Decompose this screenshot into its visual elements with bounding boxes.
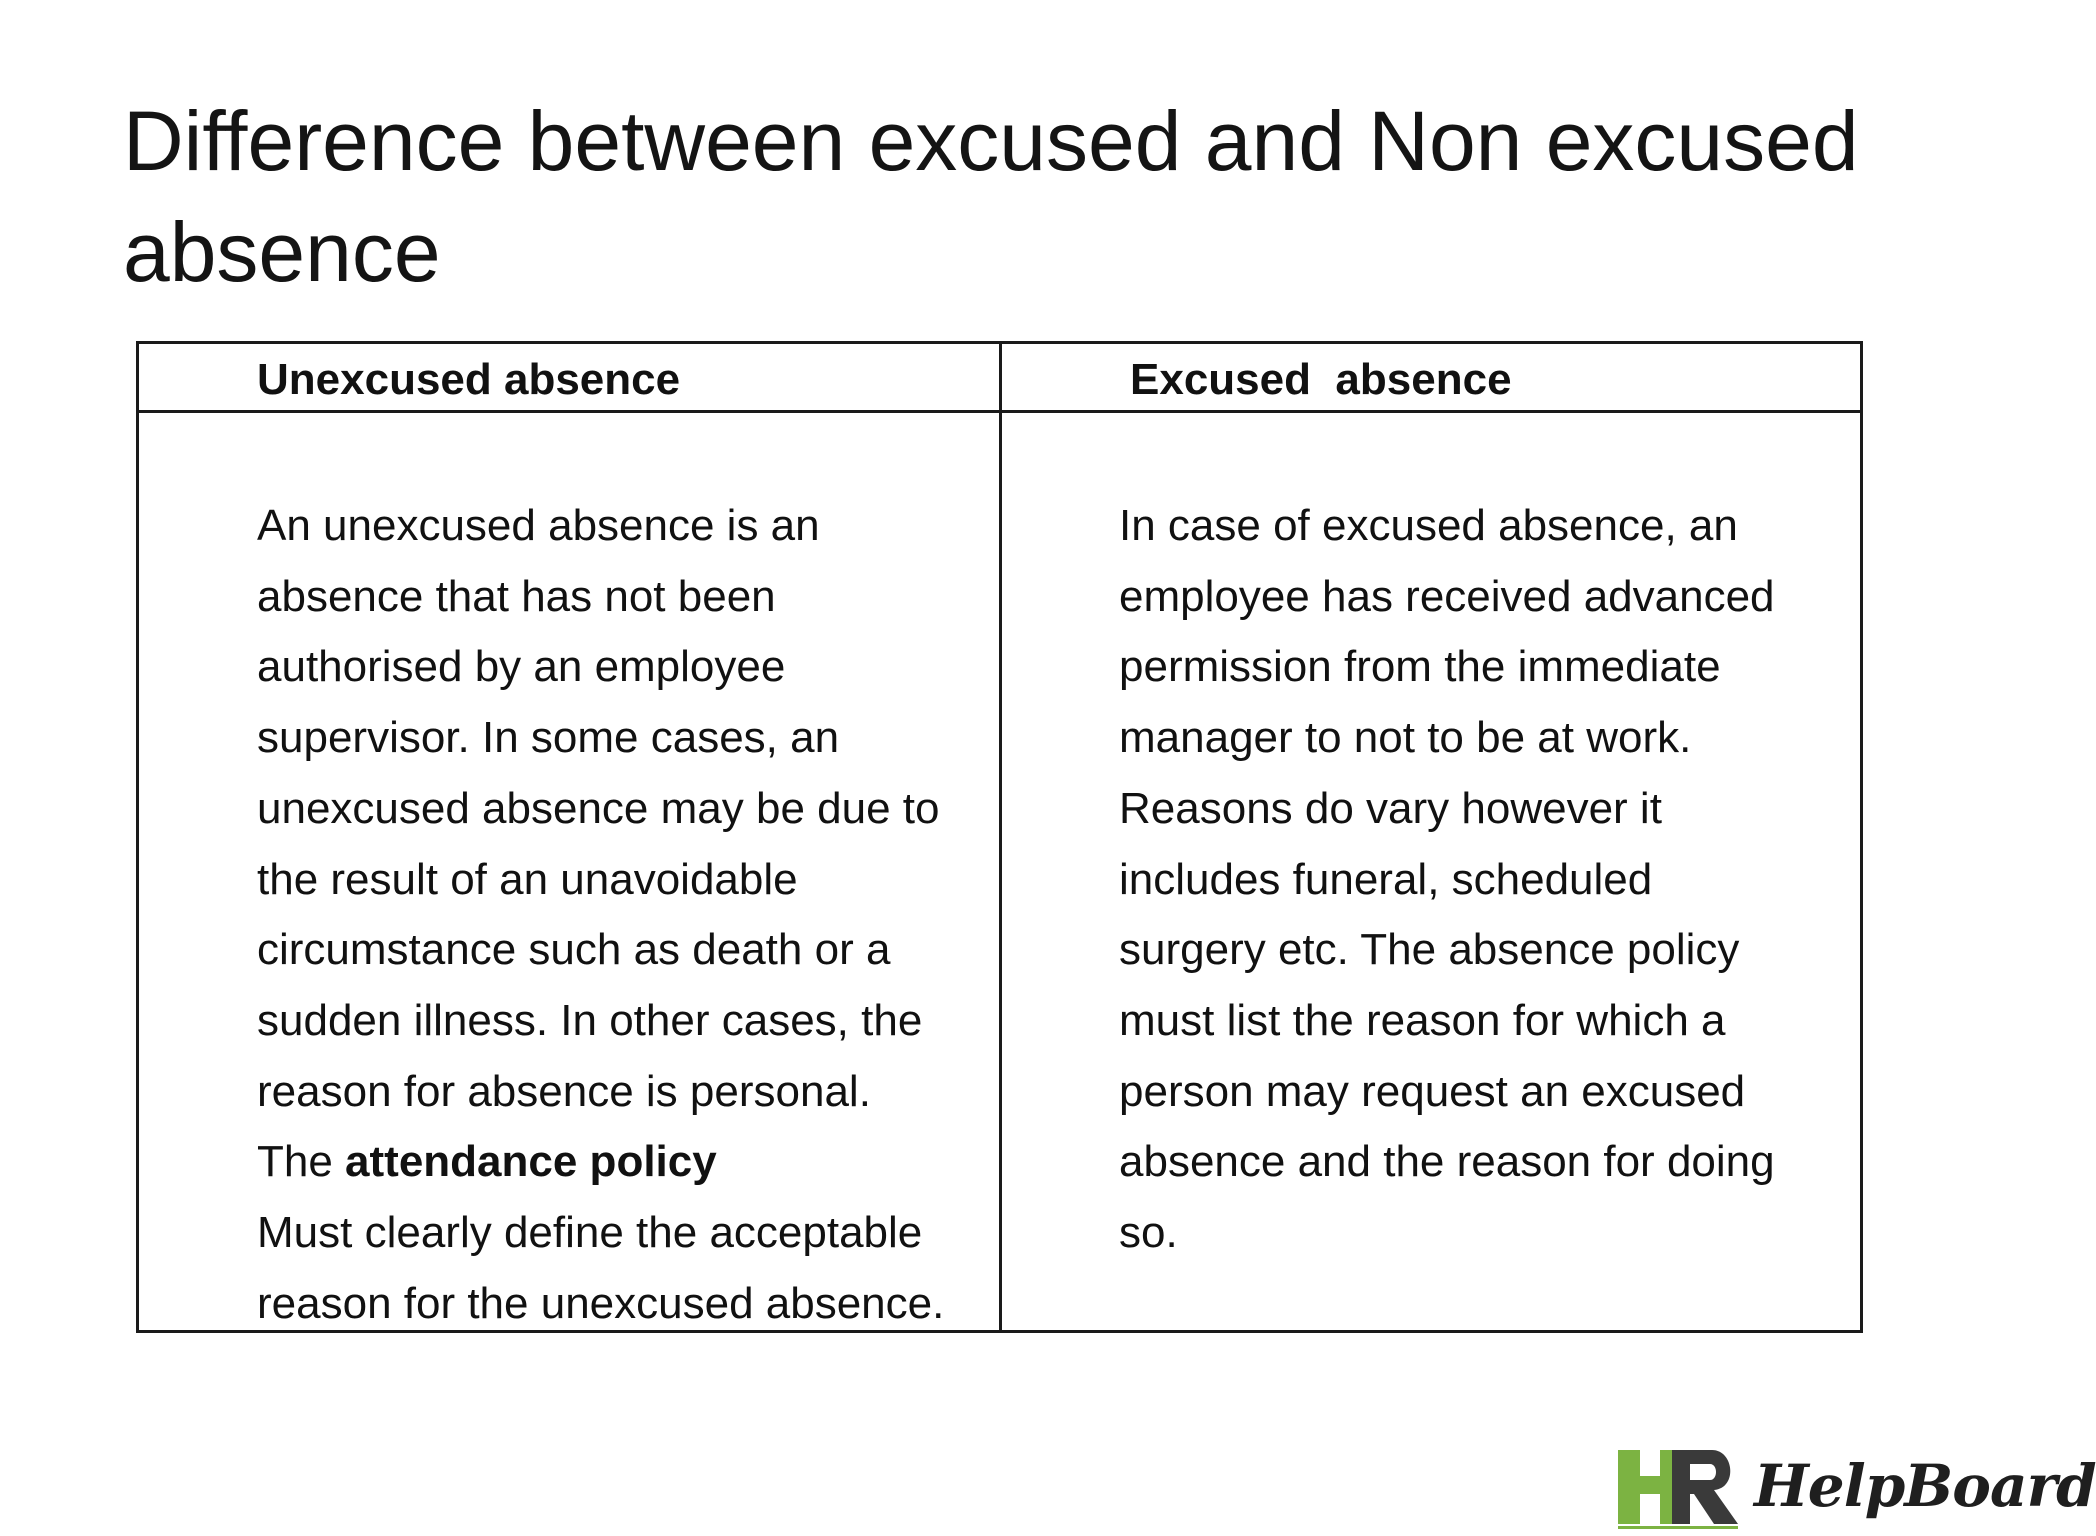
header-excused-absence: Excused absence [1130,355,1512,404]
slide-title-line-2: absence [123,205,441,299]
attendance-policy-term: attendance policy [345,1137,717,1187]
unexcused-line: sudden illness. In other cases, the [257,995,923,1045]
unexcused-description [257,491,997,1339]
slide-title-line-1: Difference between excused and Non excused [123,94,1859,188]
helpboard-wordmark: HelpBoard [1754,1452,2096,1520]
excused-line: so. [1119,1208,1178,1258]
unexcused-line: An unexcused absence is an [257,501,820,550]
unexcused-line: Must clearly define the acceptable [257,1208,923,1258]
slide-title [123,86,1923,308]
excused-line: Reasons do vary however it [1119,783,1662,833]
policy-prefix: The [257,1137,346,1187]
column-divider [999,344,1002,1330]
excused-line: In case of excused absence, an [1119,501,1738,550]
excused-line: employee has received advanced [1119,571,1775,621]
header-unexcused-absence: Unexcused absence [257,355,681,404]
hr-logo-mark-icon [1616,1444,1742,1529]
excused-line: manager to not to be at work. [1119,713,1692,763]
hr-helpboard-logo [1616,1444,2096,1529]
policy-line [257,1127,997,1198]
unexcused-line: absence that has not been [257,571,776,621]
excused-description [1119,491,1859,1269]
excused-line: surgery etc. The absence policy [1119,925,1740,975]
unexcused-line: authorised by an employee [257,642,786,692]
unexcused-line: unexcused absence may be due to [257,783,940,833]
excused-line: person may request an excused [1119,1066,1746,1116]
excused-line: absence and the reason for doing [1119,1137,1775,1187]
unexcused-line: circumstance such as death or a [257,925,891,975]
unexcused-line: reason for the unexcused absence. [257,1278,945,1328]
unexcused-line: the result of an unavoidable [257,854,798,904]
excused-line: includes funeral, scheduled [1119,854,1653,904]
unexcused-line: reason for absence is personal. [257,1066,871,1116]
excused-line: permission from the immediate [1119,642,1721,692]
excused-line: must list the reason for which a [1119,995,1726,1045]
comparison-table [136,341,1863,1333]
unexcused-line: supervisor. In some cases, an [257,713,840,763]
